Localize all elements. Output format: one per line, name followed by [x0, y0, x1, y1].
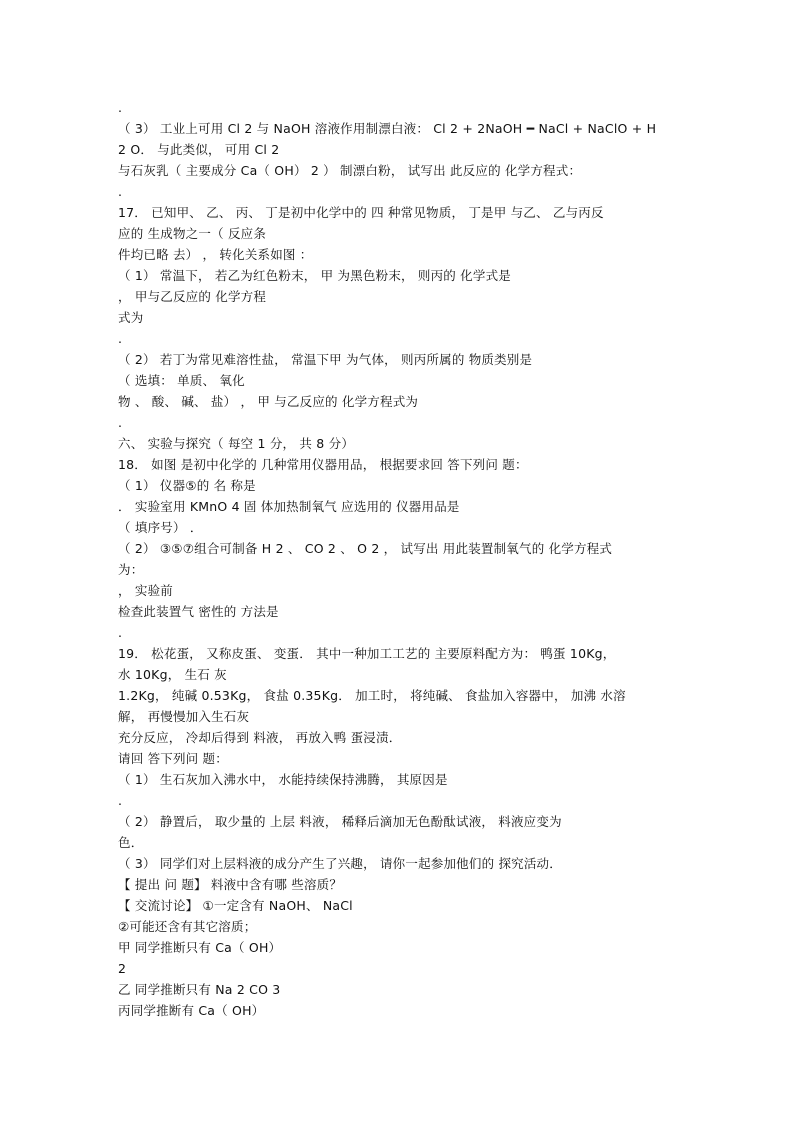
text-line: 充分反应， 冷却后得到 料液， 再放入鸭 蛋浸渍． [118, 730, 402, 745]
text-line: . [118, 100, 123, 115]
text-line: （ 1） 仪器⑤的 名 称是 [118, 478, 256, 493]
text-line: 丙同学推断有 Ca（ OH） [118, 1003, 265, 1018]
text-line: 乙 同学推断只有 Na 2 CO 3 [118, 982, 281, 997]
text-line: （ 填序号） ． [118, 520, 203, 535]
text-line: . [118, 331, 123, 346]
text-line: 18． 如图 是初中化学的 几种常用仪器用品， 根据要求回 答下列问 题： [118, 457, 528, 472]
text-line: . [118, 625, 123, 640]
text-line: 解， 再慢慢加入生石灰 [118, 709, 250, 724]
text-line: 水 10Kg， 生石 灰 [118, 667, 227, 682]
text-line: 式为 [118, 310, 144, 325]
text-line: （ 2） 静置后， 取少量的 上层 料液， 稀释后滴加无色酚酞试液， 料液应变为 [118, 814, 562, 829]
text-line: 【 交流讨论】 ①一定含有 NaOH、 NaCl [118, 898, 353, 913]
document-body [118, 97, 688, 1021]
text-line: 1.2Kg， 纯碱 0.53Kg， 食盐 0.35Kg． 加工时， 将纯碱、 食盐加入容器中， 加沸 水溶 [118, 688, 626, 703]
text-line: （ 1） 常温下， 若乙为红色粉末， 甲 为黑色粉末， 则丙的 化学式是 [118, 268, 511, 283]
text-line: 与石灰乳（ 主要成分 Ca（ OH） 2 ） 制漂白粉， 试写出 此反应的 化学方程式： [118, 163, 582, 178]
text-line: 应的 生成物之一（ 反应条 [118, 226, 267, 241]
text-line: 件均已略 去） ， 转化关系如图 ： [118, 247, 313, 262]
text-line: 2 [118, 961, 127, 976]
text-line: （ 选填： 单质、 氧化 [118, 373, 245, 388]
text-line: （ 2） 若丁为常见难溶性盐， 常温下甲 为气体， 则丙所属的 物质类别是 [118, 352, 533, 367]
text-line: 检查此装置气 密性的 方法是 [118, 604, 279, 619]
text-line: ②可能还含有其它溶质； [118, 919, 257, 934]
text-line: 色． [118, 835, 144, 850]
text-line: 甲 同学推断只有 Ca（ OH） [118, 940, 282, 955]
text-line: 为： [118, 562, 144, 577]
text-line: （ 3） 工业上可用 Cl 2 与 NaOH 溶液作用制漂白液： Cl 2 + 2NaOH ━ NaCl + NaClO + H [118, 121, 657, 136]
text-line: 19． 松花蛋， 又称皮蛋、 变蛋． 其中一种加工工艺的 主要原料配方为： 鸭蛋 10Kg， [118, 646, 616, 661]
text-line: 17． 已知甲、 乙、 丙、 丁是初中化学中的 四 种常见物质， 丁是甲 与乙、 乙与丙反 [118, 205, 604, 220]
text-line: . [118, 415, 123, 430]
text-line: （ 2） ③⑤⑦组合可制备 H 2 、 CO 2 、 O 2 ， 试写出 用此装置制氧气的 化学方程式 [118, 541, 613, 556]
text-line: 2 O． 与此类似， 可用 Cl 2 [118, 142, 280, 157]
text-line: （ 3） 同学们对上层料液的成分产生了兴趣， 请你一起参加他们的 探究活动． [118, 856, 562, 871]
text-line: （ 1） 生石灰加入沸水中， 水能持续保持沸腾， 其原因是 [118, 772, 448, 787]
text-line: 请回 答下列问 题： [118, 751, 228, 766]
text-line: ， 实验前 [118, 583, 173, 598]
text-line: . [118, 184, 123, 199]
text-line: ， 甲与乙反应的 化学方程 [118, 289, 267, 304]
text-line: 物 、 酸、 碱、 盐） ， 甲 与乙反应的 化学方程式为 [118, 394, 419, 409]
text-line: 【 提出 问 题】 料液中含有哪 些溶质？ [118, 877, 343, 892]
text-line: ． 实验室用 KMnO 4 固 体加热制氧气 应选用的 仪器用品是 [118, 499, 460, 514]
text-line: . [118, 793, 123, 808]
text-line: 六、 实验与探究（ 每空 1 分， 共 8 分） [118, 436, 355, 451]
